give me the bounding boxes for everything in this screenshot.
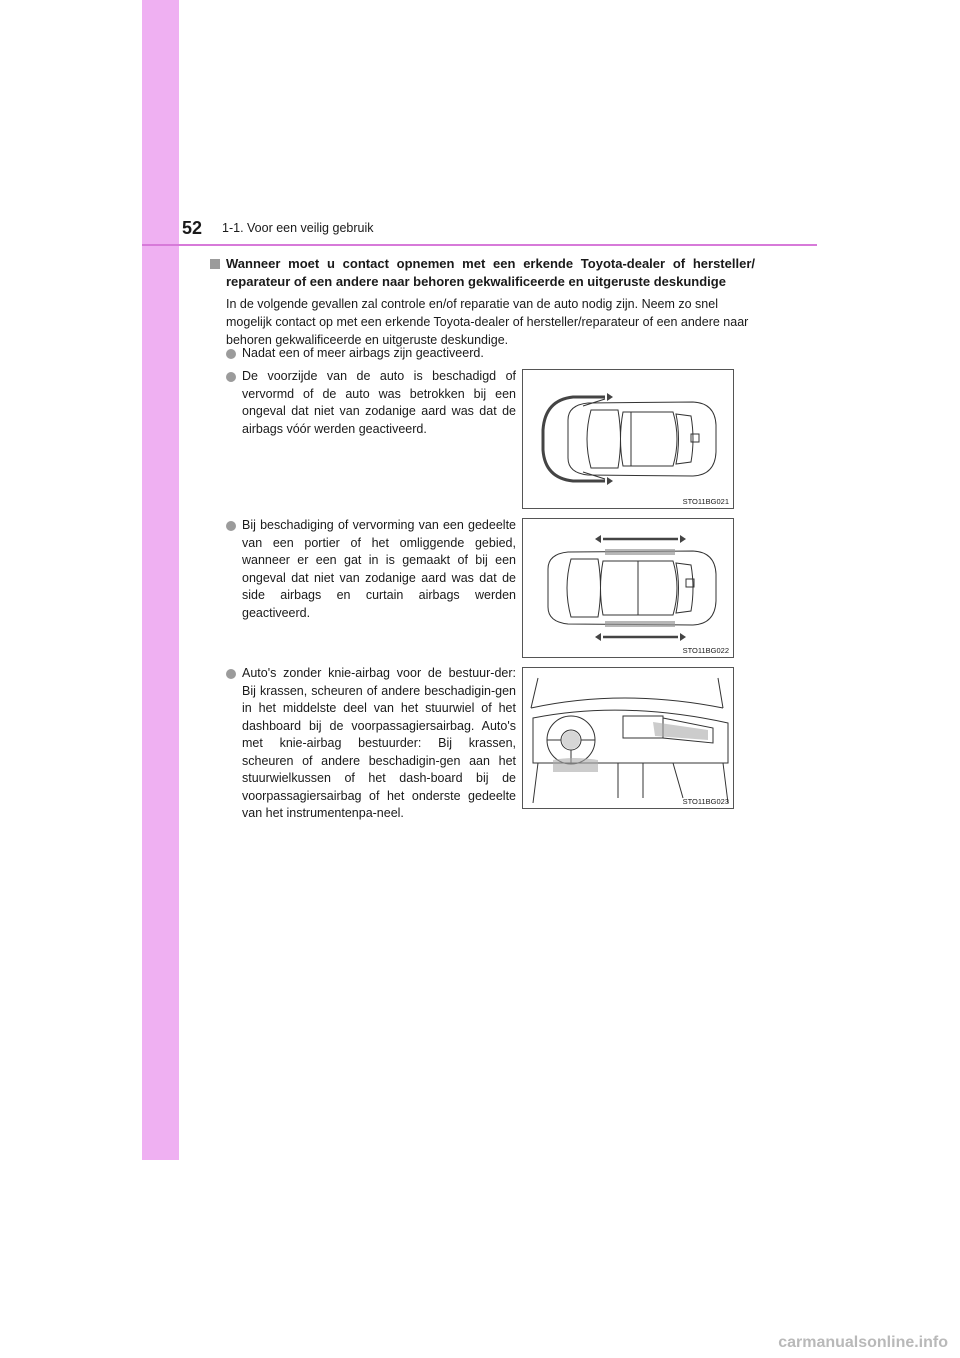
bullet-dot-icon (226, 349, 236, 359)
figure-code: STO11BG022 (682, 646, 729, 655)
bullet-item: Auto's zonder knie-airbag voor de bestuur-der: Bij krassen, scheuren of andere beschadigin-gen in het middelste deel van het stuurwiel of het dashboard bij de voorpassagiersairbag. Auto's met knie-airbag bestuurder: Bij krassen, scheuren of andere beschadigin-gen aan het stuurwielkussen of het dash-board bij de voorpassagiersairbag of het onderste gedeelte van het instrumentenpa-neel. (226, 665, 516, 823)
section-content (210, 255, 755, 349)
square-bullet-icon (210, 259, 220, 269)
chapter-side-tab (142, 0, 179, 1160)
bullet-dot-icon (226, 521, 236, 531)
car-top-view-front-illustration (523, 370, 733, 508)
bullet-dot-icon (226, 372, 236, 382)
chapter-title: 1-1. Voor een veilig gebruik (222, 221, 374, 235)
bullet-item: Bij beschadiging of vervorming van een gedeelte van een portier of het omliggende gebied, wanneer er een gat in is gemaakt of bij een ongeval dat niet van zodanige aard was dat de side airbags en curtain airbags werden geactiveerd. (226, 517, 516, 622)
dashboard-interior-illustration (523, 668, 733, 808)
header-rule (142, 244, 817, 246)
figure-side-damage (522, 518, 734, 658)
section-intro: In de volgende gevallen zal controle en/of reparatie van de auto nodig zijn. Neem zo snel mogelijk contact op met een erkende Toyota-dealer of hersteller/reparateur of een andere naar behoren gekwalificeerde en uitgeruste deskundige. (226, 297, 749, 347)
figure-dashboard (522, 667, 734, 809)
section-heading: Wanneer moet u contact opnemen met een erkende Toyota-dealer of hersteller/ reparateur of een andere naar behoren gekwalificeerde en uitgeruste deskundige (210, 255, 755, 291)
figure-code: STO11BG023 (682, 797, 729, 806)
watermark: carmanualsonline.info (778, 1334, 948, 1351)
bullet-dot-icon (226, 669, 236, 679)
bullet-item: De voorzijde van de auto is beschadigd of vervormd of de auto was betrokken bij een ongeval dat niet van zodanige aard was dat de airbags vóór werden geactiveerd. (226, 368, 516, 438)
car-top-view-side-illustration (523, 519, 733, 657)
figure-code: STO11BG021 (682, 497, 729, 506)
bullet-item: Nadat een of meer airbags zijn geactiveerd. (226, 345, 526, 363)
page-header (142, 214, 817, 244)
page-number: 52 (182, 218, 203, 238)
figure-front-damage (522, 369, 734, 509)
